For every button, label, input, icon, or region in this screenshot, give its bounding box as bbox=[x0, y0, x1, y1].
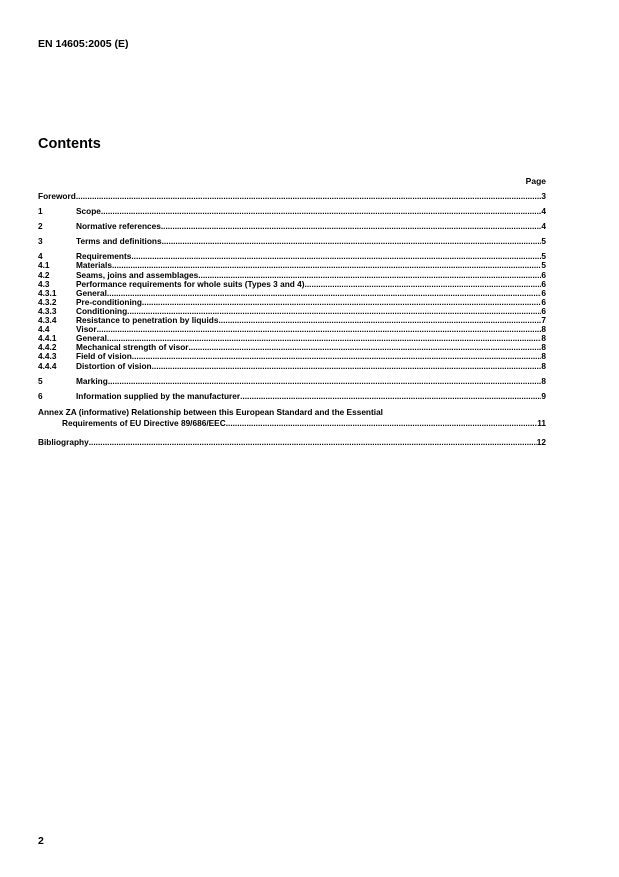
page-column-label: Page bbox=[525, 176, 546, 186]
toc-entry-number: 4.3.3 bbox=[38, 305, 57, 316]
contents-title: Contents bbox=[38, 136, 101, 152]
toc-entry-page: 6 bbox=[541, 269, 546, 280]
annex-entry[interactable] bbox=[38, 407, 546, 429]
toc-entry-title: Information supplied by the manufacturer bbox=[76, 390, 241, 401]
toc-entry-title: Normative references bbox=[76, 221, 161, 232]
toc-entry-title: Seams, joins and assemblages bbox=[76, 269, 199, 280]
toc-entry-number: 5 bbox=[38, 375, 43, 386]
toc-entry-page: 6 bbox=[541, 287, 546, 298]
dot-leader bbox=[218, 316, 541, 325]
annex-title-line1: Annex ZA (informative) Relationship between this European Standard and the Essential bbox=[38, 406, 383, 417]
toc-entry-page: 8 bbox=[541, 375, 546, 386]
dot-leader bbox=[226, 418, 538, 429]
bibliography-page: 12 bbox=[536, 436, 546, 447]
dot-leader bbox=[161, 222, 542, 231]
toc-entry-page: 6 bbox=[541, 296, 546, 307]
toc-entry-title: Resistance to penetration by liquids bbox=[76, 315, 219, 326]
toc-entry-number: 1 bbox=[38, 206, 43, 217]
toc-entry-title: Conditioning bbox=[76, 305, 128, 316]
toc-entry-page: 8 bbox=[541, 360, 546, 371]
toc-entry-page: 9 bbox=[541, 390, 546, 401]
toc-entry[interactable] bbox=[38, 207, 546, 216]
dot-leader bbox=[305, 280, 542, 289]
toc-entry[interactable] bbox=[38, 237, 546, 246]
toc-entry[interactable] bbox=[38, 392, 546, 401]
toc-entry-number: 4.4.4 bbox=[38, 360, 57, 371]
toc-entry-title: Field of vision bbox=[76, 351, 132, 362]
toc-entry-title: General bbox=[76, 287, 107, 298]
toc-entry-number: 4.4 bbox=[38, 324, 50, 335]
dot-leader bbox=[107, 289, 541, 298]
toc-entry[interactable] bbox=[38, 325, 546, 334]
dot-leader bbox=[240, 392, 541, 401]
toc-entry-page: 7 bbox=[541, 315, 546, 326]
toc-entry-number: 4.3.1 bbox=[38, 287, 57, 298]
toc-entry-number: 4 bbox=[38, 251, 43, 262]
dot-leader bbox=[132, 352, 542, 361]
toc-entry-title: Visor bbox=[76, 324, 97, 335]
toc-entry-number: 4.4.1 bbox=[38, 333, 57, 344]
toc-entry-number: 2 bbox=[38, 221, 43, 232]
toc-entry-title: Pre-conditioning bbox=[76, 296, 142, 307]
toc-entry-title: Distortion of vision bbox=[76, 360, 152, 371]
toc-entry-title: Mechanical strength of visor bbox=[76, 342, 189, 353]
dot-leader bbox=[162, 237, 542, 246]
toc-entry[interactable] bbox=[38, 362, 546, 371]
dot-leader bbox=[131, 252, 541, 261]
toc-entry-page: 8 bbox=[541, 342, 546, 353]
dot-leader bbox=[152, 362, 542, 371]
toc-entry-number: 4.2 bbox=[38, 269, 50, 280]
toc-entry-page: 4 bbox=[541, 206, 546, 217]
toc-entry-number: 4.1 bbox=[38, 260, 50, 271]
toc-entry-number: 4.3.4 bbox=[38, 315, 57, 326]
dot-leader bbox=[76, 192, 542, 201]
dot-leader bbox=[108, 377, 542, 386]
dot-leader bbox=[189, 343, 542, 352]
toc-entry-title: Materials bbox=[76, 260, 112, 271]
toc-entry[interactable] bbox=[38, 316, 546, 325]
toc-entry[interactable] bbox=[38, 192, 546, 201]
toc-entry-page: 5 bbox=[541, 260, 546, 271]
toc-entry-page: 8 bbox=[541, 324, 546, 335]
dot-leader bbox=[142, 298, 541, 307]
page-number: 2 bbox=[38, 835, 44, 847]
toc-entry-title: General bbox=[76, 333, 107, 344]
toc-entry-number: 6 bbox=[38, 390, 43, 401]
toc-entry-page: 8 bbox=[541, 333, 546, 344]
dot-leader bbox=[101, 207, 541, 216]
toc-entry-number: 4.3.2 bbox=[38, 296, 57, 307]
bibliography-title: Bibliography bbox=[38, 436, 89, 447]
toc-entry[interactable] bbox=[38, 222, 546, 231]
toc-entry-page: 5 bbox=[541, 251, 546, 262]
toc-entry-title: Terms and definitions bbox=[76, 236, 162, 247]
annex-page: 11 bbox=[537, 417, 546, 428]
document-header: EN 14605:2005 (E) bbox=[38, 38, 129, 50]
bibliography-entry[interactable] bbox=[38, 438, 546, 447]
toc-entry[interactable] bbox=[38, 252, 546, 261]
toc-entry-title: Performance requirements for whole suits (Types 3 and 4) bbox=[76, 278, 305, 289]
table-of-contents bbox=[38, 192, 546, 447]
toc-entry-title: Foreword bbox=[38, 191, 76, 201]
toc-entry-page: 8 bbox=[541, 351, 546, 362]
toc-entry-page: 3 bbox=[541, 191, 546, 201]
toc-entry-title: Scope bbox=[76, 206, 101, 217]
dot-leader bbox=[89, 438, 537, 447]
toc-entry-number: 4.4.2 bbox=[38, 342, 57, 353]
toc-entry-page: 6 bbox=[541, 305, 546, 316]
annex-title-line2: Requirements of EU Directive 89/686/EEC bbox=[62, 417, 226, 428]
toc-entry-number: 3 bbox=[38, 236, 43, 247]
toc-entry-number: 4.3 bbox=[38, 278, 50, 289]
toc-entry-title: Requirements bbox=[76, 251, 132, 262]
dot-leader bbox=[97, 325, 542, 334]
toc-entry[interactable] bbox=[38, 377, 546, 386]
toc-entry-page: 6 bbox=[541, 278, 546, 289]
toc-entry-number: 4.4.3 bbox=[38, 351, 57, 362]
toc-entry[interactable] bbox=[38, 280, 546, 289]
toc-entry-title: Marking bbox=[76, 375, 108, 386]
toc-entry-page: 4 bbox=[541, 221, 546, 232]
toc-entry-page: 5 bbox=[541, 236, 546, 247]
